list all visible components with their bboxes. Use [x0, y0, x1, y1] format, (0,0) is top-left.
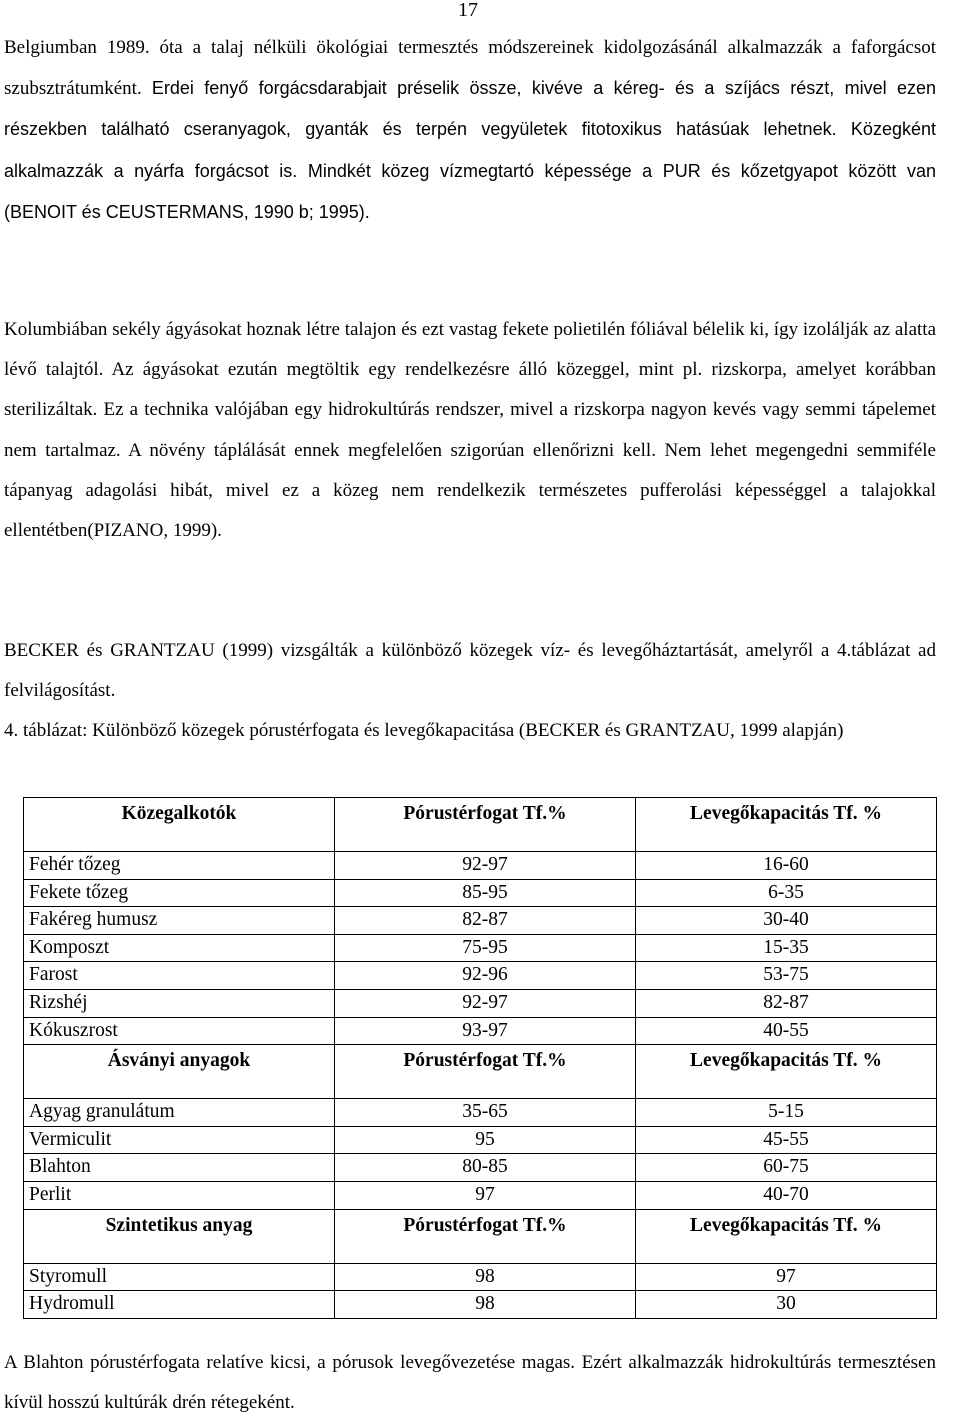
- table-section-header: [24, 1209, 937, 1263]
- table-row: [24, 962, 937, 990]
- table-row: [24, 1154, 937, 1182]
- cell-medium-name: Fekete tőzeg: [24, 879, 335, 907]
- cell-medium-name: Kókuszrost: [24, 1017, 335, 1045]
- cell-pore-volume: 97: [335, 1181, 636, 1209]
- table-row: [24, 879, 937, 907]
- cell-pore-volume: 75-95: [335, 934, 636, 962]
- cell-pore-volume: 92-97: [335, 852, 636, 880]
- table-row: [24, 1291, 937, 1319]
- cell-air-capacity: 16-60: [636, 852, 937, 880]
- cell-pore-volume: 92-97: [335, 989, 636, 1017]
- table-section-header: [24, 1045, 937, 1099]
- paragraph-kolumbia: Kolumbiában sekély ágyásokat hoznak létre talajon és ezt vastag fekete polietilén fóliával bélelik ki, így izolálják az alatta lévő talajtól. Az ágyásokat ezután megtöltik egy rendelkezésre álló közeggel, mint pl. rizskorpa, amelyet korábban sterilizáltak. Ez a technika valójában egy hidrokultúrás rendszer, mivel a rizskorpa nagyon kevés vagy semmi tápelemet nem tartalmaz. A növény táplálását ennek megfelelően szigorúan ellenőrizni kell. Nem lehet megengedni semmiféle tápanyag adagolási hibát, mivel ez a közeg nem rendelkezik természetes pufferolási képességgel a talajokkal ellentétben(PIZANO, 1999).: [4, 319, 936, 542]
- media-properties-table: [23, 797, 937, 1319]
- table-row: [24, 1263, 937, 1291]
- cell-air-capacity: 60-75: [636, 1154, 937, 1182]
- paragraph-faforgacs-lead: Belgiumban 1989. óta a talaj nélküli ökológiai termesztés módszereinek kidolgozásánál alkalmazzák a faforgácsot szubsztrátumként.: [4, 37, 936, 100]
- header-category: Ásványi anyagok: [24, 1045, 335, 1099]
- cell-medium-name: Hydromull: [24, 1291, 335, 1319]
- cell-air-capacity: 6-35: [636, 879, 937, 907]
- cell-pore-volume: 85-95: [335, 879, 636, 907]
- header-pore-volume: Pórustérfogat Tf.%: [335, 1209, 636, 1263]
- cell-air-capacity: 40-55: [636, 1017, 937, 1045]
- header-pore-volume: Pórustérfogat Tf.%: [335, 1045, 636, 1099]
- table-row: [24, 907, 937, 935]
- cell-air-capacity: 5-15: [636, 1099, 937, 1127]
- table-row: [24, 934, 937, 962]
- cell-air-capacity: 53-75: [636, 962, 937, 990]
- cell-pore-volume: 92-96: [335, 962, 636, 990]
- cell-pore-volume: 93-97: [335, 1017, 636, 1045]
- cell-medium-name: Fehér tőzeg: [24, 852, 335, 880]
- table-row: [24, 1017, 937, 1045]
- table-row: [24, 852, 937, 880]
- cell-air-capacity: 15-35: [636, 934, 937, 962]
- cell-medium-name: Komposzt: [24, 934, 335, 962]
- table-row: [24, 989, 937, 1017]
- cell-medium-name: Fakéreg humusz: [24, 907, 335, 935]
- cell-pore-volume: 95: [335, 1126, 636, 1154]
- cell-air-capacity: 30: [636, 1291, 937, 1319]
- table-row: [24, 1126, 937, 1154]
- paragraph-becker: BECKER és GRANTZAU (1999) vizsgálták a különböző közegek víz- és levegőháztartását, amelyről a 4.táblázat ad felvilágosítást.: [4, 640, 936, 702]
- table-section-header: [24, 798, 937, 852]
- header-air-capacity: Levegőkapacitás Tf. %: [636, 1045, 937, 1099]
- table-row: [24, 1099, 937, 1127]
- header-air-capacity: Levegőkapacitás Tf. %: [636, 798, 937, 852]
- page-number: 17: [458, 0, 478, 21]
- cell-medium-name: Styromull: [24, 1263, 335, 1291]
- cell-medium-name: Perlit: [24, 1181, 335, 1209]
- cell-air-capacity: 45-55: [636, 1126, 937, 1154]
- paragraph-blahton: A Blahton pórustérfogata relatíve kicsi, a pórusok levegővezetése magas. Ezért alkalmazzák hidrokultúrás termesztésen kívül hosszú kultúrák drén rétegeként.: [4, 1352, 936, 1414]
- cell-pore-volume: 82-87: [335, 907, 636, 935]
- cell-pore-volume: 35-65: [335, 1099, 636, 1127]
- cell-air-capacity: 82-87: [636, 989, 937, 1017]
- header-category: Szintetikus anyag: [24, 1209, 335, 1263]
- header-category: Közegalkotók: [24, 798, 335, 852]
- cell-air-capacity: 40-70: [636, 1181, 937, 1209]
- table-row: [24, 1181, 937, 1209]
- paragraph-faforgacs-body: Erdei fenyő forgácsdarabjait préselik össze, kivéve a kéreg- és a szíjács részt, mivel ezen részekben található cseranyagok, gyanták és terpén vegyületek fitotoxikus hatásúak lehetnek. Közegként alkalmazzák a nyárfa forgácsot is. Mindkét közeg vízmegtartó képessége a PUR és kőzetgyapot között van (BENOIT és CEUSTERMANS, 1990 b; 1995).: [4, 78, 936, 222]
- cell-pore-volume: 80-85: [335, 1154, 636, 1182]
- table-caption: 4. táblázat: Különböző közegek pórustérfogata és levegőkapacitása (BECKER és GRANTZAU, 1999 alapján): [4, 720, 844, 741]
- paragraph-faforgacs: [4, 28, 936, 233]
- cell-medium-name: Vermiculit: [24, 1126, 335, 1154]
- cell-medium-name: Rizshéj: [24, 989, 335, 1017]
- header-pore-volume: Pórustérfogat Tf.%: [335, 798, 636, 852]
- cell-pore-volume: 98: [335, 1291, 636, 1319]
- header-air-capacity: Levegőkapacitás Tf. %: [636, 1209, 937, 1263]
- cell-pore-volume: 98: [335, 1263, 636, 1291]
- cell-air-capacity: 97: [636, 1263, 937, 1291]
- cell-medium-name: Agyag granulátum: [24, 1099, 335, 1127]
- cell-medium-name: Farost: [24, 962, 335, 990]
- cell-air-capacity: 30-40: [636, 907, 937, 935]
- cell-medium-name: Blahton: [24, 1154, 335, 1182]
- table-body: [24, 798, 937, 1319]
